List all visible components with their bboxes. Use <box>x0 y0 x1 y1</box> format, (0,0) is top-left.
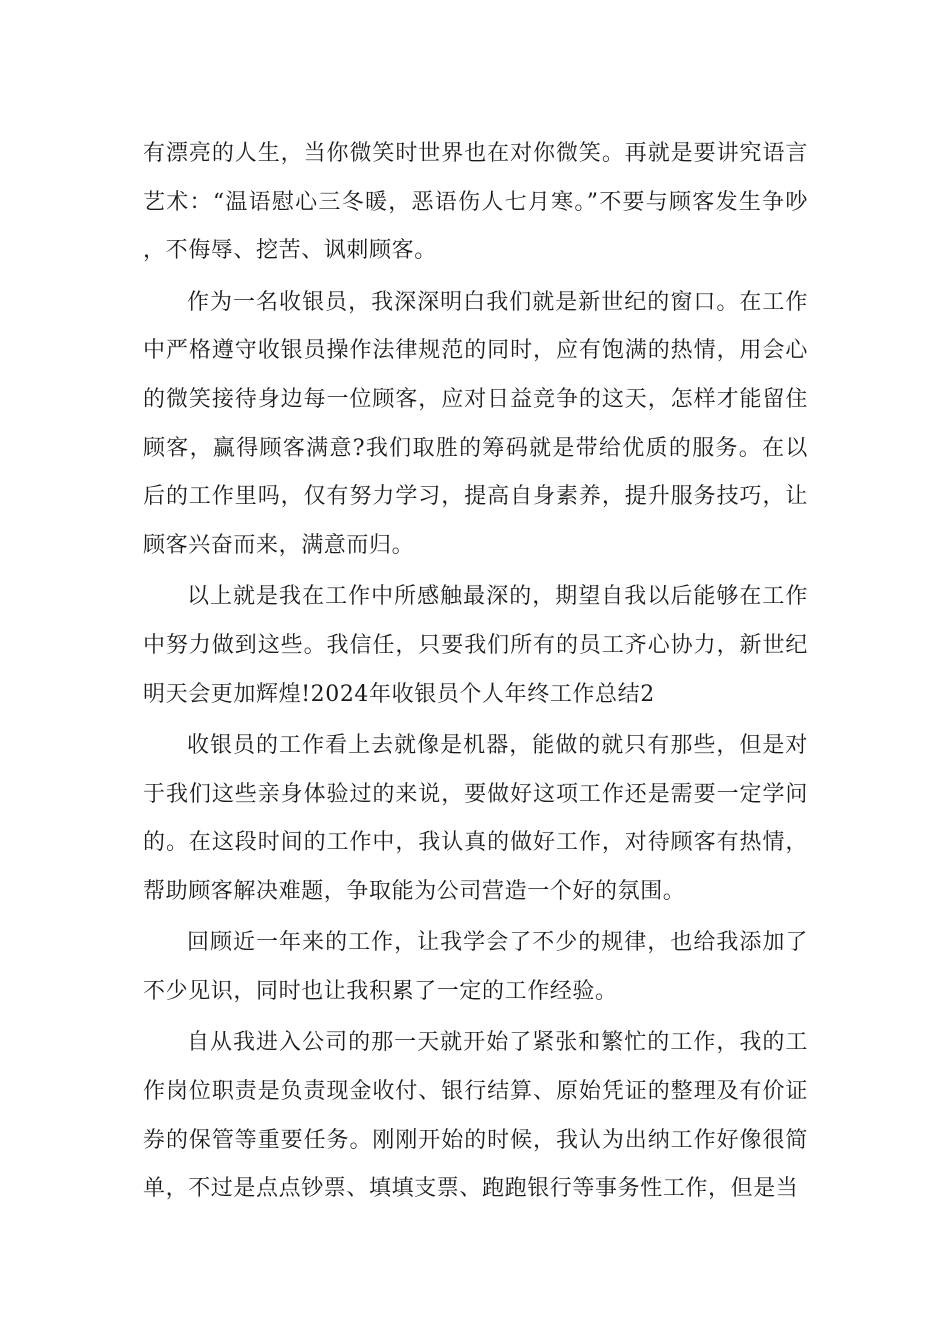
paragraph: 以上就是我在工作中所感触最深的，期望自我以后能够在工作中努力做到这些。我信任，只要我们所有的员工齐心协力，新世纪明天会更加辉煌!2024年收银员个人年终工作总结2 <box>143 584 808 707</box>
paragraph: 收银员的工作看上去就像是机器，能做的就只有那些，但是对于我们这些亲身体验过的来说，要做好这项工作还是需要一定学问的。在这段时间的工作中，我认真的做好工作，对待顾客有热情，帮助顾客解决难题，争取能为公司营造一个好的氛围。 <box>143 732 808 905</box>
document-body <box>143 130 808 1214</box>
paragraph: 回顾近一年来的工作，让我学会了不少的规律，也给我添加了不少见识，同时也让我积累了一定的工作经验。 <box>143 930 808 1004</box>
paragraph: 作为一名收银员，我深深明白我们就是新世纪的窗口。在工作中严格遵守收银员操作法律规范的同时，应有饱满的热情，用会心的微笑接待身边每一位顾客，应对日益竞争的这天，怎样才能留住顾客，赢得顾客满意?我们取胜的筹码就是带给优质的服务。在以后的工作里吗，仅有努力学习，提高自身素养，提升服务技巧，让顾客兴奋而来，满意而归。 <box>143 289 808 559</box>
paragraph: 自从我进入公司的那一天就开始了紧张和繁忙的工作，我的工作岗位职责是负责现金收付、银行结算、原始凭证的整理及有价证券的保管等重要任务。刚刚开始的时候，我认为出纳工作好像很简单，不过是点点钞票、填填支票、跑跑银行等事务性工作，但是当 <box>143 1030 808 1202</box>
paragraph-continuation: 有漂亮的人生，当你微笑时世界也在对你微笑。再就是要讲究语言艺术：“温语慰心三冬暖，恶语伤人七月寒。”不要与顾客发生争吵，不侮辱、挖苦、讽刺顾客。 <box>143 141 808 264</box>
